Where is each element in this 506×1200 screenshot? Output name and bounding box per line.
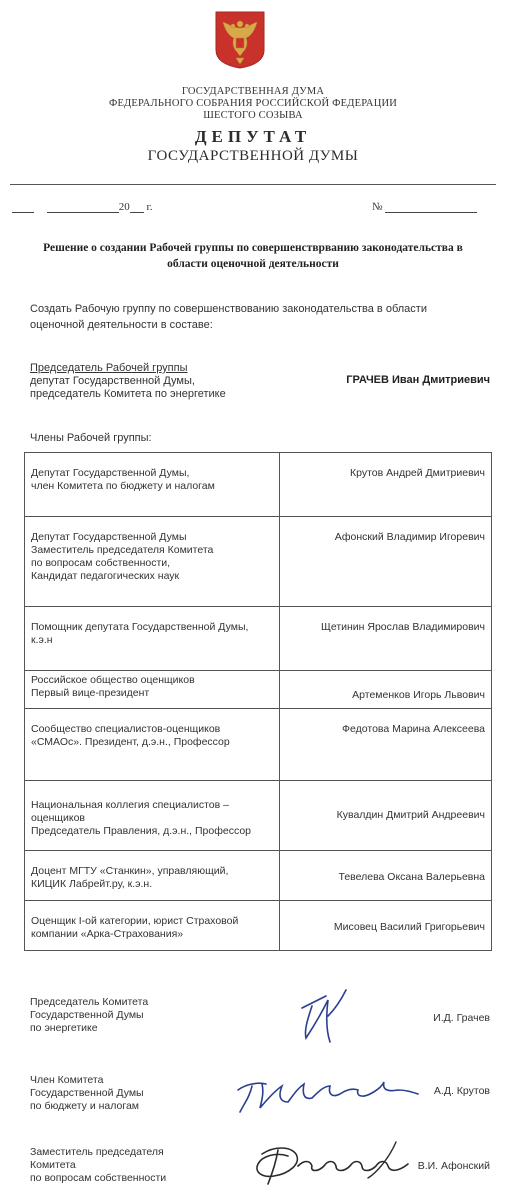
member-name: Щетинин Ярослав Владимирович [280, 607, 492, 671]
chair-role-line-1: депутат Государственной Думы, [30, 375, 195, 387]
signatory-role-3: Заместитель председателя Комитета по вопросам собственности [30, 1146, 167, 1184]
chair-name: ГРАЧЕВ Иван Дмитриевич [346, 374, 490, 386]
member-role: Депутат Государственной Думы Заместитель председателя Комитета по вопросам собственности, Кандидат педагогических наук [25, 517, 280, 607]
number-label: № [372, 201, 383, 213]
member-name: Федотова Марина Алексеева [280, 709, 492, 781]
table-row [25, 781, 492, 851]
member-role: Оценщик I-ой категории, юрист Страховой компании «Арка-Страхования» [25, 901, 280, 951]
date-day-blank [12, 201, 34, 213]
signatory-name-3: В.И. Афонский [417, 1160, 490, 1172]
member-role: Российское общество оценщиков Первый вице-президент [25, 671, 280, 709]
number-field [372, 201, 477, 213]
chair-heading: Председатель Рабочей группы [30, 362, 188, 374]
document-subtitle: ГОСУДАРСТВЕННОЙ ДУМЫ [147, 148, 359, 164]
header-line-3: ШЕСТОГО СОЗЫВА [203, 110, 303, 121]
date-year-blank [130, 201, 144, 213]
number-blank [385, 201, 477, 213]
table-row [25, 453, 492, 517]
signature-grachev [292, 986, 362, 1046]
members-table [24, 452, 492, 951]
header-divider [10, 184, 496, 185]
member-name: Кувалдин Дмитрий Андреевич [280, 781, 492, 851]
member-name: Артеменков Игорь Львович [280, 671, 492, 709]
member-name: Мисовец Василий Григорьевич [280, 901, 492, 951]
date-field [12, 201, 153, 213]
member-role: Помощник депутата Государственной Думы, к.э.н [25, 607, 280, 671]
header-line-2: ФЕДЕРАЛЬНОГО СОБРАНИЯ РОССИЙСКОЙ ФЕДЕРАЦИИ [108, 98, 398, 109]
member-role: Национальная коллегия специалистов – оценщиков Председатель Правления, д.э.н., Профессор [25, 781, 280, 851]
member-role: Депутат Государственной Думы, член Комитета по бюджету и налогам [25, 453, 280, 517]
signatory-role-1: Председатель Комитета Государственной Думы по энергетике [30, 996, 149, 1034]
header-line-1: ГОСУДАРСТВЕННАЯ ДУМА [181, 86, 325, 97]
table-row [25, 709, 492, 781]
date-month-blank [47, 201, 119, 213]
coat-of-arms-emblem [214, 10, 266, 70]
decision-title: Решение о создании Рабочей группы по совершенстврванию законодательства в области оценочной деятельности [43, 242, 463, 270]
date-year-prefix: 20 [118, 201, 130, 213]
signatory-role-2: Член Комитета Государственной Думы по бюджету и налогам [30, 1074, 144, 1112]
members-label: Члены Рабочей группы: [30, 432, 152, 444]
table-row [25, 607, 492, 671]
member-role: Сообщество специалистов-оценщиков «СМАОс». Президент, д.э.н., Профессор [25, 709, 280, 781]
member-name: Тевелева Оксана Валерьевна [280, 851, 492, 901]
member-role: Доцент МГТУ «Станкин», управляющий, КИЦИК Лабрейт.ру, к.э.н. [25, 851, 280, 901]
document-title: ДЕПУТАТ [194, 127, 312, 146]
table-row [25, 901, 492, 951]
signature-afonsky [248, 1136, 418, 1196]
intro-text: Создать Рабочую группу по совершенствованию законодательства в области оценочной деятельности в составе: [30, 303, 427, 331]
signature-krutov [232, 1068, 422, 1120]
table-row [25, 517, 492, 607]
table-row [25, 851, 492, 901]
table-row [25, 671, 492, 709]
member-name: Крутов Андрей Дмитриевич [280, 453, 492, 517]
date-year-suffix: г. [146, 201, 153, 213]
chair-block [30, 362, 226, 401]
chair-role-line-2: председатель Комитета по энергетике [30, 388, 226, 400]
signatory-name-1: И.Д. Грачев [433, 1012, 490, 1024]
member-name: Афонский Владимир Игоревич [280, 517, 492, 607]
signatory-name-2: А.Д. Крутов [433, 1085, 490, 1097]
